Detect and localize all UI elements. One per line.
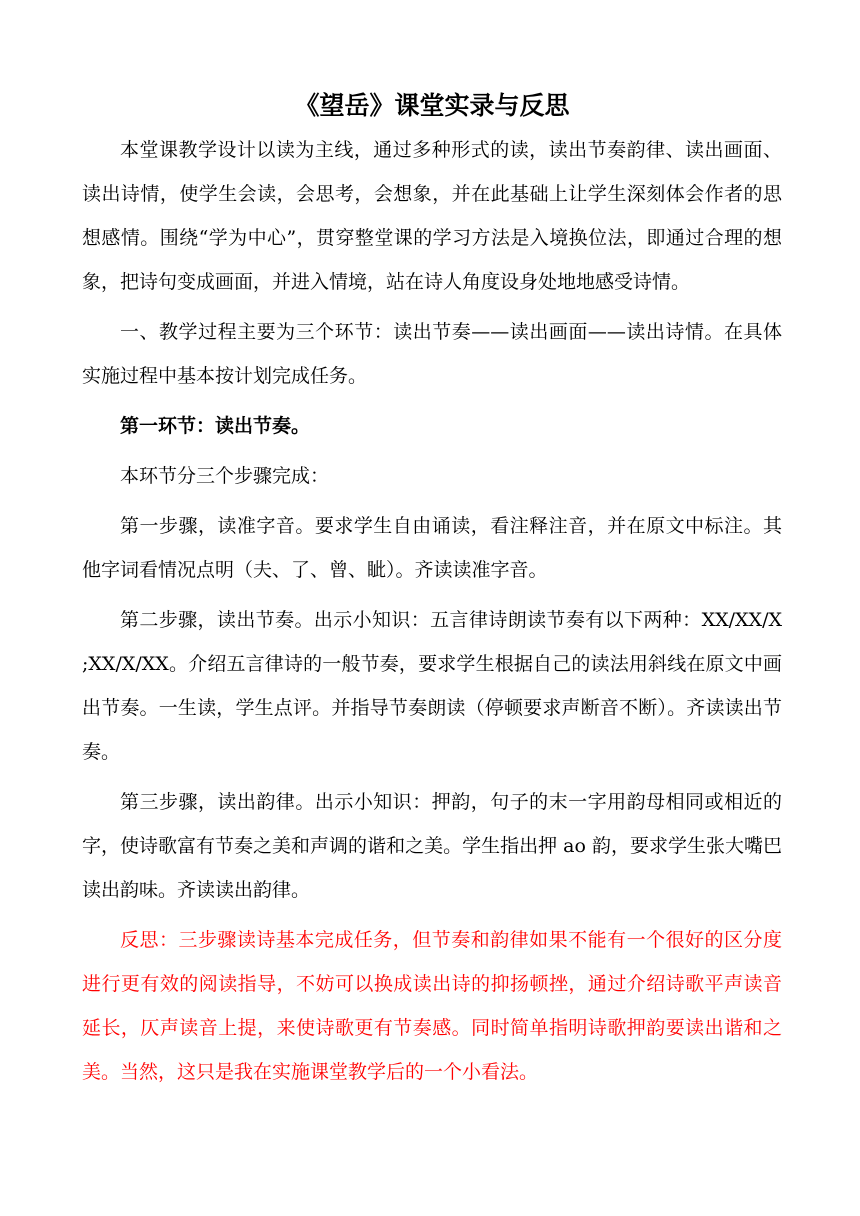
section-one-paragraph: 一、教学过程主要为三个环节：读出节奏——读出画面——读出诗情。在具体实施过程中基本按计划完成任务。 bbox=[82, 321, 782, 387]
stage-one-heading: 第一环节：读出节奏。 bbox=[120, 415, 311, 437]
step-one-paragraph: 第一步骤，读准字音。要求学生自由诵读，看注释注音，并在原文中标注。其他字词看情况点明（夫、了、曾、眦）。齐读读准字音。 bbox=[82, 515, 782, 581]
reflection-paragraph: 反思：三步骤读诗基本完成任务，但节奏和韵律如果不能有一个很好的区分度进行更有效的阅读指导，不妨可以换成读出诗的抑扬顿挫，通过介绍诗歌平声读音延长，仄声读音上提，来使诗歌更有节奏感。同时简单指明诗歌押韵要读出谐和之美。当然，这只是我在实施课堂教学后的一个小看法。 bbox=[82, 929, 782, 1083]
steps-intro-paragraph: 本环节分三个步骤完成： bbox=[120, 465, 330, 487]
step-two-paragraph: 第二步骤，读出节奏。出示小知识：五言律诗朗读节奏有以下两种：XX/XX/X ;XX/X/XX。介绍五言律诗的一般节奏，要求学生根据自己的读法用斜线在原文中画出节奏。一生读，学生点评。并指导节奏朗读（停顿要求声断音不断）。齐读读出节奏。 bbox=[82, 609, 782, 763]
document-title: 《望岳》课堂实录与反思 bbox=[294, 91, 570, 120]
step-three-paragraph: 第三步骤，读出韵律。出示小知识：押韵，句子的末一字用韵母相同或相近的字，使诗歌富有节奏之美和声调的谐和之美。学生指出押 ao 韵，要求学生张大嘴巴读出韵味。齐读读出韵律。 bbox=[82, 791, 782, 901]
intro-paragraph: 本堂课教学设计以读为主线，通过多种形式的读，读出节奏韵律、读出画面、读出诗情，使学生会读，会思考，会想象，并在此基础上让学生深刻体会作者的思想感情。围绕“学为中心”，贯穿整堂课的学习方法是入境换位法，即通过合理的想象，把诗句变成画面，并进入情境，站在诗人角度设身处地地感受诗情。 bbox=[82, 139, 782, 293]
document-page bbox=[82, 84, 782, 1094]
